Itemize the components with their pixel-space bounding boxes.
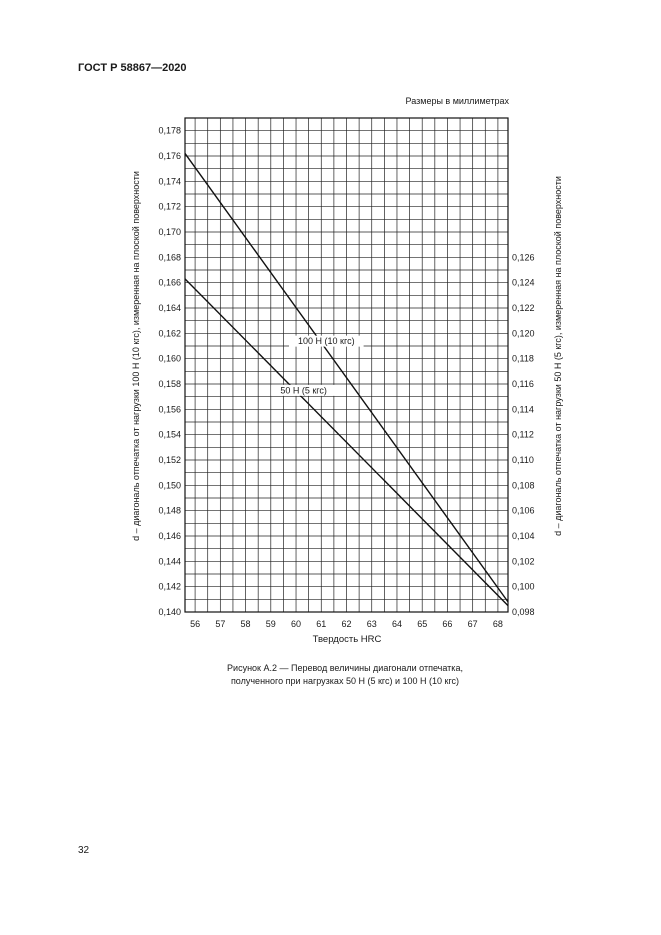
x-tick-label: 66 — [442, 619, 453, 629]
y-right-tick-label: 0,112 — [512, 429, 534, 440]
y-left-tick-label: 0,160 — [158, 353, 181, 364]
x-tick-label: 67 — [467, 619, 478, 629]
y-left-tick-label: 0,140 — [158, 607, 181, 617]
y-axis-right-label: d – диагональ отпечатка от нагрузки 50 Н (5 кгс), измеренная на плоской поверхности — [553, 176, 563, 536]
y-right-tick-label: 0,118 — [512, 353, 534, 364]
y-right-tick-label: 0,098 — [512, 607, 535, 617]
y-left-tick-label: 0,152 — [158, 455, 181, 465]
x-tick-label: 65 — [417, 619, 428, 629]
document-header: ГОСТ Р 58867—2020 — [78, 62, 187, 74]
chart-grid — [185, 118, 508, 612]
x-tick-label: 64 — [391, 619, 402, 629]
x-tick-label: 58 — [240, 619, 251, 629]
figure-caption-line-2: полученного при нагрузках 50 Н (5 кгс) и 100 Н (10 кгс) — [230, 676, 460, 686]
y-right-tick-label: 0,106 — [512, 505, 535, 516]
y-left-tick-label: 0,146 — [158, 531, 181, 541]
y-left-tick-label: 0,176 — [158, 151, 181, 161]
y-right-tick-label: 0,102 — [512, 556, 535, 567]
y-right-tick-label: 0,114 — [512, 404, 534, 415]
y-right-tick-label: 0,108 — [512, 480, 535, 491]
x-tick-label: 59 — [265, 619, 276, 629]
y-left-tick-label: 0,168 — [158, 252, 181, 263]
y-left-tick-label: 0,150 — [158, 480, 181, 491]
y-left-tick-label: 0,174 — [158, 176, 181, 187]
page-number: 32 — [78, 845, 90, 856]
x-tick-label: 63 — [366, 619, 377, 629]
y-left-tick-label: 0,156 — [158, 404, 181, 415]
x-tick-label: 62 — [341, 619, 352, 629]
units-note: Размеры в миллиметрах — [405, 96, 509, 106]
y-left-tick-label: 0,164 — [158, 303, 181, 313]
x-tick-label: 57 — [215, 619, 226, 629]
y-left-tick-label: 0,144 — [158, 556, 181, 567]
series-label: 100 Н (10 кгс) — [298, 336, 355, 347]
x-tick-label: 56 — [190, 619, 201, 629]
y-right-tick-label: 0,116 — [512, 379, 534, 389]
x-tick-label: 68 — [492, 619, 503, 629]
y-right-tick-label: 0,124 — [512, 277, 535, 288]
y-left-tick-label: 0,178 — [158, 125, 181, 136]
y-right-tick-label: 0,126 — [512, 252, 535, 263]
y-left-tick-label: 0,162 — [158, 328, 181, 339]
x-tick-label: 60 — [291, 619, 302, 629]
y-left-tick-label: 0,166 — [158, 277, 181, 288]
y-right-tick-label: 0,100 — [512, 581, 535, 592]
y-left-tick-label: 0,172 — [158, 201, 181, 212]
figure-caption — [150, 662, 540, 688]
y-right-tick-label: 0,104 — [512, 531, 535, 541]
y-axis-left-label: d – диагональ отпечатка от нагрузки 100 Н (10 кгс), измеренная на плоской поверхности — [131, 171, 141, 541]
y-left-tick-label: 0,154 — [158, 429, 181, 440]
series-label: 50 Н (5 кгс) — [280, 385, 327, 396]
figure-caption-line-1: Рисунок А.2 — Перевод величины диагонали отпечатка, — [227, 663, 463, 673]
y-right-tick-label: 0,120 — [512, 328, 535, 339]
y-right-tick-label: 0,122 — [512, 303, 535, 313]
y-right-tick-label: 0,110 — [512, 455, 534, 465]
y-left-tick-label: 0,148 — [158, 505, 181, 516]
y-left-tick-label: 0,158 — [158, 379, 181, 389]
y-left-tick-label: 0,170 — [158, 227, 181, 237]
x-tick-label: 61 — [316, 619, 327, 629]
x-axis-label: Твердость HRC — [312, 634, 382, 645]
y-left-tick-label: 0,142 — [158, 581, 181, 592]
